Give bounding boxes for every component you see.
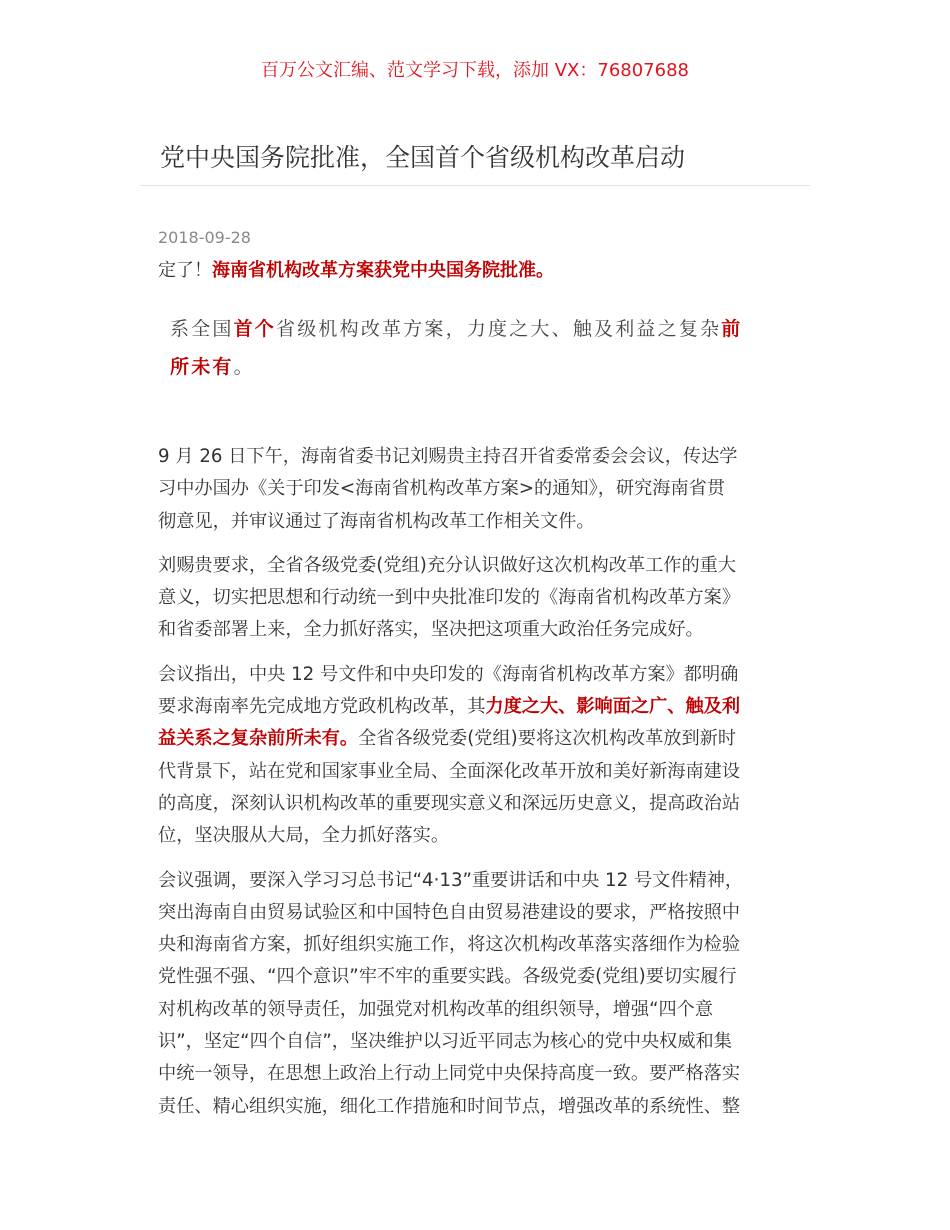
publish-date: 2018-09-28 [158, 228, 251, 247]
text-segment: 省级机构改革方案，力度之大、触及利益之复杂 [276, 318, 722, 340]
text-segment: 系全国 [170, 318, 234, 340]
text-line [158, 506, 798, 538]
text-segment: 刘赐贵要求，全省各级党委(党组)充分认识做好这次机构改革工作的重大 [158, 554, 737, 576]
highlighted-text: 所未有 [170, 356, 234, 378]
text-line [158, 1058, 798, 1090]
title-divider [140, 185, 810, 186]
paragraph [158, 865, 798, 1123]
text-segment: 对机构改革的领导责任，加强党对机构改革的组织领导，增强“四个意 [158, 998, 714, 1020]
text-segment: 全省各级党委(党组)要将这次机构改革放到新时 [358, 728, 737, 750]
highlighted-text: 首个 [233, 318, 277, 340]
highlighted-text: 前 [721, 318, 743, 340]
text-line [158, 897, 798, 929]
text-line [158, 614, 798, 646]
text-segment: 彻意见，并审议通过了海南省机构改革工作相关文件。 [158, 510, 595, 532]
paragraph [158, 441, 798, 538]
text-segment: 要求海南率先完成地方党政机构改革，其 [158, 696, 486, 718]
text-segment: 习中办国办《关于印发<海南省机构改革方案>的通知》，研究海南省贯 [158, 478, 726, 500]
text-segment: 中统一领导，在思想上政治上行动上同党中央保持高度一致。要严格落实 [158, 1063, 741, 1085]
text-line [158, 441, 798, 473]
lead-highlight: 海南省机构改革方案获党中央国务院批准。 [212, 260, 554, 281]
text-segment: 的高度，深刻认识机构改革的重要现实意义和深远历史意义，提高政治站 [158, 792, 741, 814]
article-body [158, 441, 798, 1135]
text-line [158, 723, 798, 755]
text-line [158, 691, 798, 723]
text-line [158, 1091, 798, 1123]
text-line [158, 820, 798, 852]
text-segment: 和省委部署上来，全力抓好落实，坚决把这项重大政治任务完成好。 [158, 619, 704, 641]
text-segment: 突出海南自由贸易试验区和中国特色自由贸易港建设的要求，严格按照中 [158, 901, 741, 923]
text-segment: 9 月 26 日下午，海南省委书记刘赐贵主持召开省委常委会会议，传达学 [158, 446, 738, 467]
highlighted-text: 益关系之复杂前所未有。 [158, 728, 359, 750]
text-line [158, 659, 798, 691]
text-line [158, 788, 798, 820]
text-line [158, 994, 798, 1026]
text-line [158, 929, 798, 961]
summary-quote [170, 310, 790, 386]
text-segment: 识”，坚定“四个自信”，坚决维护以习近平同志为核心的党中央权威和集 [158, 1031, 732, 1053]
lead-text: 定了！ [158, 260, 212, 281]
article-title: 党中央国务院批准，全国首个省级机构改革启动 [160, 143, 686, 172]
text-segment: 会议指出，中央 12 号文件和中央印发的《海南省机构改革方案》都明确 [158, 663, 739, 685]
text-segment: 央和海南省方案，抓好组织实施工作，将这次机构改革落实落细作为检验 [158, 934, 741, 956]
text-line [158, 756, 798, 788]
text-segment: 位，坚决服从大局，全力抓好落实。 [158, 825, 450, 847]
text-segment: 会议强调，要深入学习习总书记“4·13”重要讲话和中央 12 号文件精神， [158, 869, 744, 891]
highlighted-text: 力度之大、影响面之广、触及利 [485, 696, 741, 718]
text-line [170, 348, 790, 386]
text-segment: 。 [233, 356, 255, 378]
text-line [158, 550, 798, 582]
text-line [170, 310, 790, 348]
text-segment: 党性强不强、“四个意识”牢不牢的重要实践。各级党委(党组)要切实履行 [158, 966, 737, 988]
text-segment: 责任、精心组织实施，细化工作措施和时间节点，增强改革的系统性、整 [158, 1095, 741, 1117]
text-line [158, 865, 798, 897]
header-banner: 百万公文汇编、范文学习下载，添加 VX：76807688 [261, 60, 689, 81]
lead-line [158, 256, 554, 282]
text-line [158, 582, 798, 614]
text-line [158, 1026, 798, 1058]
paragraph [158, 659, 798, 853]
text-segment: 意义，切实把思想和行动统一到中央批准印发的《海南省机构改革方案》 [158, 587, 741, 609]
paragraph [158, 550, 798, 647]
text-line [158, 961, 798, 993]
text-line [158, 473, 798, 505]
text-segment: 代背景下，站在党和国家事业全局、全面深化改革开放和美好新海南建设 [158, 760, 741, 782]
